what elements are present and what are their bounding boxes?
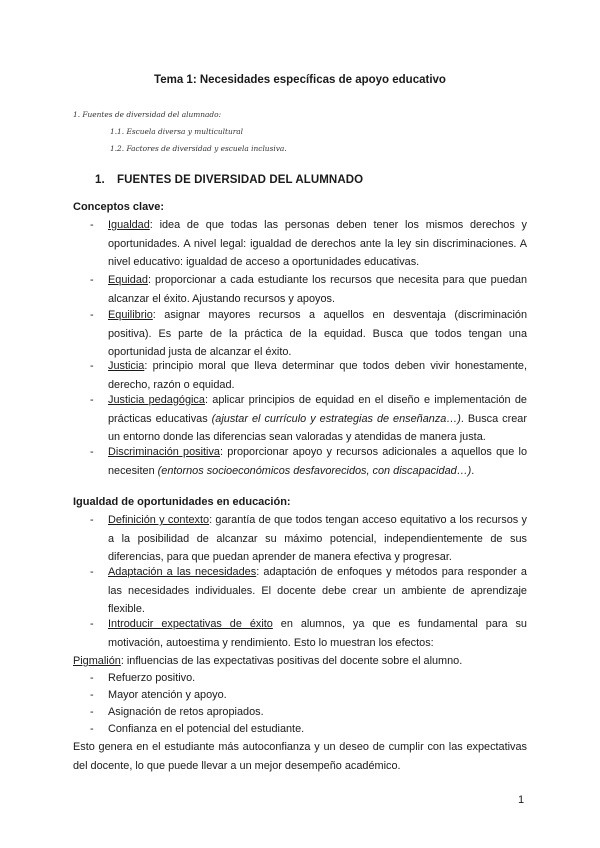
pigmalion-item bbox=[90, 686, 527, 705]
pigmalion-item-text: Confianza en el potencial del estudiante. bbox=[108, 723, 305, 735]
bullet-dash: - bbox=[90, 514, 94, 526]
pigmalion-item-text: Mayor atención y apoyo. bbox=[108, 689, 227, 701]
pigmalion-item-text: Asignación de retos apropiados. bbox=[108, 706, 264, 718]
pigmalion-paragraph bbox=[73, 652, 527, 671]
term-justicia: Justicia bbox=[108, 360, 145, 372]
bullet-dash: - bbox=[90, 394, 94, 406]
bullet-dash: - bbox=[90, 274, 94, 286]
term-expectativas: Introducir expectativas de éxito bbox=[108, 618, 273, 630]
definition: : aplicar principios de equidad en el diseño e implementación de prácticas educativas bbox=[108, 394, 527, 425]
bullet-dash: - bbox=[90, 618, 94, 630]
term-igualdad: Igualdad bbox=[108, 219, 150, 231]
bullet-dash: - bbox=[90, 706, 94, 718]
bullet-dash: - bbox=[90, 566, 94, 578]
concept-item-justicia-pedagogica bbox=[90, 391, 527, 447]
document-title: Tema 1: Necesidades específicas de apoyo educativo bbox=[154, 74, 446, 86]
term-pigmalion: Pigmalión bbox=[73, 655, 121, 667]
definition: en alumnos, ya que es fundamental para su motivación, autoestima y rendimiento. Esto lo muestran los efectos: bbox=[108, 618, 527, 649]
definition: : proporcionar apoyo y recursos adicionales a aquellos que lo necesiten bbox=[108, 446, 527, 477]
igualdad-heading: Igualdad de oportunidades en educación: bbox=[73, 496, 291, 508]
term-discriminacion-positiva: Discriminación positiva bbox=[108, 446, 220, 458]
concept-item-igualdad bbox=[90, 216, 527, 272]
section-number: 1. bbox=[95, 174, 105, 186]
pigmalion-item-text: Refuerzo positivo. bbox=[108, 672, 196, 684]
bullet-dash: - bbox=[90, 689, 94, 701]
concept-item-justicia bbox=[90, 357, 527, 394]
term-adaptacion: Adaptación a las necesidades bbox=[108, 566, 257, 578]
closing-paragraph: Esto genera en el estudiante más autoconfianza y un deseo de cumplir con las expectativas del docente, lo que puede llevar a un mejor desempeño académico. bbox=[73, 741, 527, 772]
concept-item-equidad bbox=[90, 271, 527, 308]
igualdad-item-definicion bbox=[90, 511, 527, 567]
pigmalion-definition: : influencias de las expectativas positivas del docente sobre el alumno. bbox=[120, 655, 463, 667]
concept-item-equilibrio bbox=[90, 306, 527, 362]
definition: : idea de que todas las personas deben tener los mismos derechos y oportunidades. A nivel legal: igualdad de derechos ante la ley sin discriminaciones. A nivel educativo: igualdad de acceso a oportunidades educativas. bbox=[108, 219, 527, 269]
bullet-dash: - bbox=[90, 723, 94, 735]
igualdad-item-adaptacion bbox=[90, 563, 527, 619]
definition-italic: (entornos socioeconómicos desfavorecidos, con discapacidad…) bbox=[157, 464, 472, 477]
section-title: FUENTES DE DIVERSIDAD DEL ALUMNADO bbox=[117, 174, 364, 186]
toc-item-1: 1. Fuentes de diversidad del alumnado: bbox=[73, 110, 222, 119]
pigmalion-item bbox=[90, 703, 527, 722]
bullet-dash: - bbox=[90, 219, 94, 231]
definition-italic: (ajustar el currículo y estrategias de enseñanza…) bbox=[211, 412, 461, 425]
conceptos-heading: Conceptos clave: bbox=[73, 201, 165, 213]
page-number: 1 bbox=[518, 794, 525, 806]
bullet-dash: - bbox=[90, 672, 94, 684]
term-equidad: Equidad bbox=[108, 274, 148, 286]
bullet-dash: - bbox=[90, 360, 94, 372]
definition: . bbox=[471, 464, 475, 477]
definition: : proporcionar a cada estudiante los recursos que necesita para que puedan alcanzar el éxito. Ajustando recursos y apoyos. bbox=[108, 274, 527, 305]
toc-item-1-1: 1.1. Escuela diversa y multicultural bbox=[110, 127, 244, 136]
concept-item-discriminacion-positiva bbox=[90, 443, 527, 480]
definition: : principio moral que lleva determinar que todos deben vivir honestamente, derecho, razón o equidad. bbox=[108, 360, 527, 391]
pigmalion-item bbox=[90, 669, 527, 688]
toc-item-1-2: 1.2. Factores de diversidad y escuela inclusiva. bbox=[110, 144, 287, 153]
bullet-dash: - bbox=[90, 446, 94, 458]
definition: : adaptación de enfoques y métodos para responder a las necesidades individuales. El docente debe crear un ambiente de aprendizaje flexible. bbox=[108, 566, 527, 616]
pigmalion-item bbox=[90, 720, 527, 739]
term-justicia-pedagogica: Justicia pedagógica bbox=[108, 394, 205, 406]
definition: . Busca crear un entorno donde las diferencias sean valoradas y atendidas de manera justa. bbox=[108, 412, 527, 444]
term-definicion: Definición y contexto bbox=[108, 514, 210, 526]
term-equilibrio: Equilibrio bbox=[108, 309, 153, 321]
definition: : asignar mayores recursos a aquellos en desventaja (discriminación positiva). Es parte de la práctica de la equidad. Busca que todos tengan una oportunidad justa de alcanzar el éxito. bbox=[108, 309, 527, 359]
definition: : garantía de que todos tengan acceso equitativo a los recursos y a la posibilidad de alcanzar su máximo potencial, independientemente de sus diferencias, para que puedan aprender de manera efectiva y progresar. bbox=[108, 514, 527, 564]
section-heading bbox=[95, 174, 363, 186]
igualdad-item-expectativas bbox=[90, 615, 527, 652]
bullet-dash: - bbox=[90, 309, 94, 321]
